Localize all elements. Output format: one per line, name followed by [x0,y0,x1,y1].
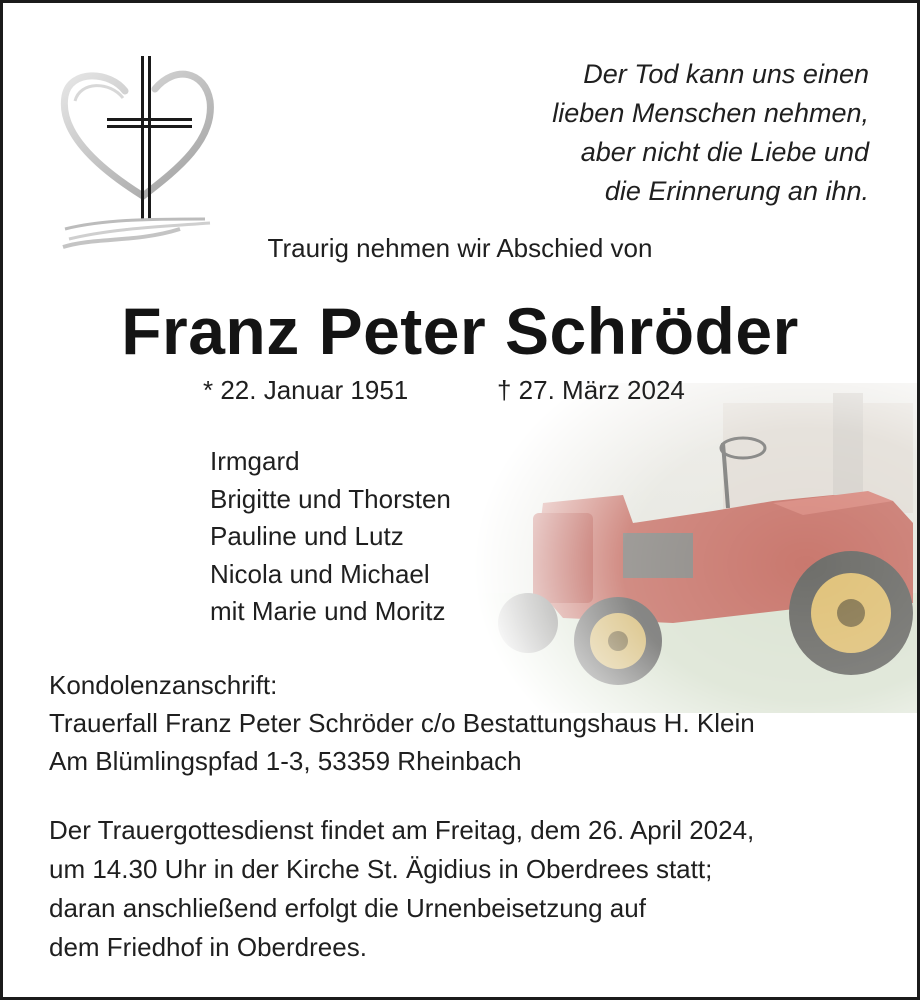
deceased-name: Franz Peter Schröder [121,294,799,368]
quote-line: Der Tod kann uns einen [583,59,869,89]
quote-line: die Erinnerung an ihn. [604,176,869,206]
service-info [49,811,754,967]
tractor-photo [473,383,917,713]
intro-line: Traurig nehmen wir Abschied von [267,233,653,263]
service-line: Der Trauergottesdienst findet am Freitag, dem 26. April 2024, [49,815,755,845]
service-line: daran anschließend erfolgt die Urnenbeisetzung auf [49,893,646,923]
intro-text [3,233,917,264]
service-line: um 14.30 Uhr in der Kirche St. Ägidius in Oberdrees statt; [49,854,713,884]
service-line: dem Friedhof in Oberdrees. [49,932,367,962]
address-line: Am Blümlingspfad 1-3, 53359 Rheinbach [49,746,522,776]
condolence-address [49,666,755,780]
quote-line: aber nicht die Liebe und [580,137,869,167]
family-list [210,443,451,631]
family-member: Nicola und Michael [210,558,430,589]
birth-date: * 22. Januar 1951 [203,375,409,405]
address-line: Trauerfall Franz Peter Schröder c/o Bestattungshaus H. Klein [49,708,755,738]
address-label: Kondolenzanschrift: [49,670,278,700]
death-date: † 27. März 2024 [497,375,685,405]
family-member: Pauline und Lutz [210,521,404,551]
family-member: mit Marie und Moritz [210,596,446,626]
quote [552,55,869,211]
quote-line: lieben Menschen nehmen, [552,98,869,128]
family-member: Brigitte und Thorsten [210,483,451,514]
family-member: Irmgard [210,446,300,476]
